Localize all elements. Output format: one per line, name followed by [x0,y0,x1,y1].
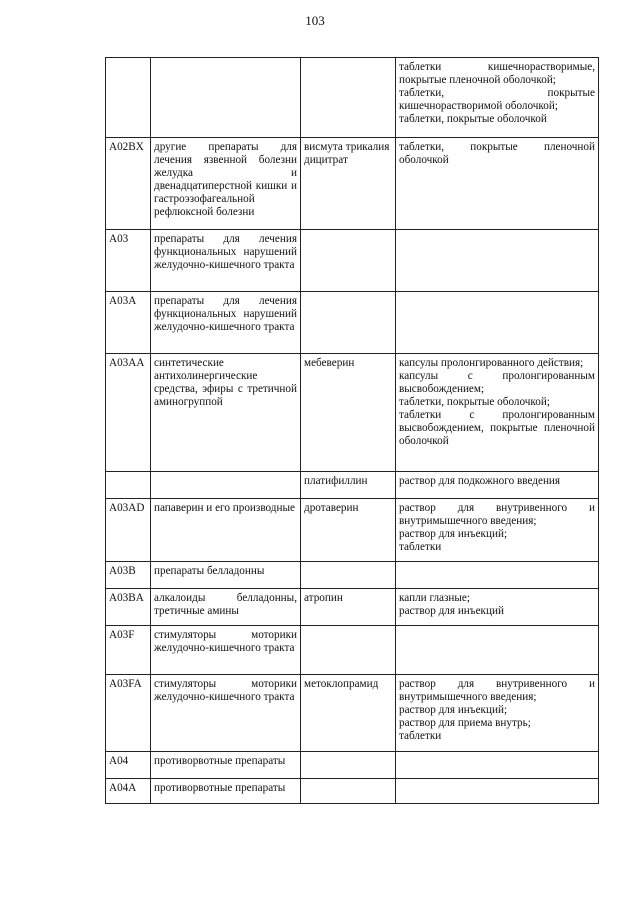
atc-code-cell: A03AD [106,499,151,562]
drug-name-cell: дротаверин [301,499,396,562]
atc-code-cell: A03FA [106,675,151,752]
dosage-form-item: раствор для инъекций; [399,704,508,716]
atc-code-cell: A03 [106,230,151,292]
drug-name-cell: висмута трикалия дицитрат [301,138,396,230]
table-row [106,138,599,230]
table-row [106,589,599,626]
anatomical-group-cell [151,58,301,138]
dosage-form-item: капсулы пролонгированного действия; [399,357,584,369]
atc-code-cell: A03F [106,626,151,675]
drug-name-cell [301,779,396,804]
anatomical-group-cell: противорвотные препараты [151,779,301,804]
dosage-form-item: раствор для инъекций; [399,528,508,540]
dosage-form-item: таблетки, покрытые оболочкой [399,113,547,125]
dosage-forms-cell [396,626,599,675]
anatomical-group-cell: стимуляторы моторики желудочно-кишечного тракта [151,626,301,675]
anatomical-group-cell [151,472,301,499]
drug-name-cell [301,562,396,589]
dosage-forms-cell [396,499,599,562]
atc-code-cell: A04A [106,779,151,804]
dosage-forms-cell [396,779,599,804]
atc-code-cell: A03A [106,292,151,354]
dosage-forms-cell [396,472,599,499]
drug-name-cell [301,626,396,675]
atc-code-cell [106,472,151,499]
drug-name-cell [301,230,396,292]
anatomical-group-cell: другие препараты для лечения язвенной болезни желудка и двенадцатиперстной кишки и гастроэзофагеальной рефлюксной болезни [151,138,301,230]
dosage-form-item: таблетки, покрытые пленочной оболочкой [399,141,595,166]
drug-name-cell [301,292,396,354]
dosage-forms-cell [396,562,599,589]
dosage-forms-cell [396,354,599,472]
table-row [106,499,599,562]
dosage-forms-cell [396,675,599,752]
dosage-form-item: капсулы с пролонгированным высвобождением; [399,370,595,395]
dosage-forms-cell [396,752,599,779]
table-row [106,230,599,292]
anatomical-group-cell: препараты для лечения функциональных нарушений желудочно-кишечного тракта [151,230,301,292]
dosage-form-item: раствор для внутривенного и внутримышечного введения; [399,502,595,527]
drug-name-cell: метоклопрамид [301,675,396,752]
anatomical-group-cell: препараты для лечения функциональных нарушений желудочно-кишечного тракта [151,292,301,354]
drug-name-cell [301,58,396,138]
table-row [106,675,599,752]
dosage-form-item: раствор для приема внутрь; [399,717,531,729]
dosage-form-item: капли глазные; [399,592,471,604]
table-row [106,562,599,589]
atc-code-cell: A03B [106,562,151,589]
dosage-form-item: таблетки, покрытые кишечнорастворимой оболочкой; [399,87,595,112]
table-row [106,626,599,675]
atc-code-cell: A04 [106,752,151,779]
dosage-form-item: раствор для инъекций [399,605,504,617]
anatomical-group-cell: стимуляторы моторики желудочно-кишечного тракта [151,675,301,752]
dosage-forms-cell [396,589,599,626]
drug-name-cell: атропин [301,589,396,626]
page-number: 103 [305,13,325,28]
table-row [106,752,599,779]
dosage-form-item: таблетки [399,730,442,742]
atc-code-cell [106,58,151,138]
atc-code-cell: A02BX [106,138,151,230]
dosage-form-item: раствор для внутривенного и внутримышечного введения; [399,678,595,703]
anatomical-group-cell: алкалоиды белладонны, третичные амины [151,589,301,626]
table-row [106,354,599,472]
drug-name-cell: мебеверин [301,354,396,472]
atc-code-cell: A03BA [106,589,151,626]
dosage-form-item: таблетки, покрытые оболочкой; [399,396,550,408]
anatomical-group-cell: синтетические антихолинергические средства, эфиры с третичной аминогруппой [151,354,301,472]
drug-name-cell: платифиллин [301,472,396,499]
table-row [106,292,599,354]
atc-code-cell: A03AA [106,354,151,472]
dosage-forms-cell [396,58,599,138]
dosage-form-item: таблетки [399,541,442,553]
table-row [106,58,599,138]
dosage-forms-cell [396,138,599,230]
anatomical-group-cell: противорвотные препараты [151,752,301,779]
dosage-form-item: таблетки кишечнорастворимые, покрытые пленочной оболочкой; [399,61,595,86]
dosage-form-item: раствор для подкожного введения [399,475,561,487]
dosage-forms-cell [396,292,599,354]
anatomical-group-cell: папаверин и его производные [151,499,301,562]
dosage-form-item: таблетки с пролонгированным высвобождением, покрытые пленочной оболочкой [399,409,595,447]
table-row [106,779,599,804]
drug-name-cell [301,752,396,779]
anatomical-group-cell: препараты белладонны [151,562,301,589]
drug-classification-table [105,57,599,804]
table-row [106,472,599,499]
dosage-forms-cell [396,230,599,292]
